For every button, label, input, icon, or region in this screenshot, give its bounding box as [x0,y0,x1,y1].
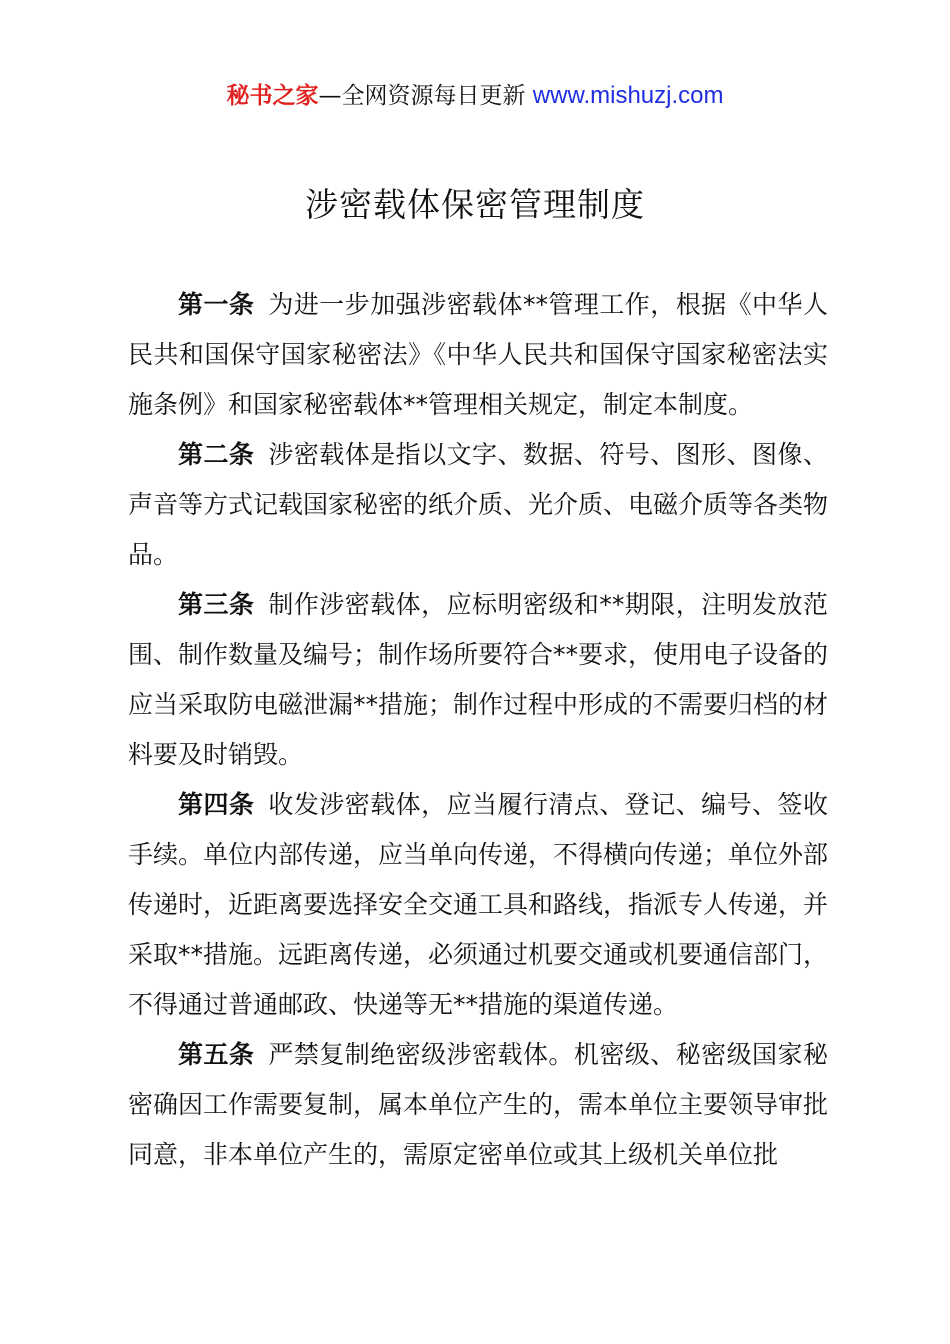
article-1 [128,280,828,430]
document-body [128,280,828,1180]
article-2 [128,430,828,580]
site-brand: 秘书之家 [226,83,319,109]
article-number: 第二条 [178,440,255,469]
article-number: 第五条 [178,1040,255,1069]
article-5 [128,1030,828,1180]
article-text: 收发涉密载体，应当履行清点、登记、编号、签收手续。单位内部传递，应当单向传递，不得横向传递；单位外部传递时，近距离要选择安全交通工具和路线，指派专人传递，并采取**措施。远距离传递，必须通过机要交通或机要通信部门，不得通过普通邮政、快递等无**措施的渠道传递。 [128,790,829,1019]
site-tagline: —全网资源每日更新 [318,83,526,109]
article-number: 第三条 [178,590,255,619]
document-title: 涉密载体保密管理制度 [305,185,645,224]
article-text: 为进一步加强涉密载体**管理工作，根据《中华人民共和国保守国家秘密法》《中华人民共和国保守国家秘密法实施条例》和国家秘密载体**管理相关规定，制定本制度。 [128,290,828,419]
article-text: 制作涉密载体，应标明密级和**期限，注明发放范围、制作数量及编号；制作场所要符合**要求，使用电子设备的应当采取防电磁泄漏**措施；制作过程中形成的不需要归档的材料要及时销毁。 [128,590,829,769]
article-3 [128,580,828,780]
article-text: 严禁复制绝密级涉密载体。机密级、秘密级国家秘密确因工作需要复制，属本单位产生的，需本单位主要领导审批同意，非本单位产生的，需原定密单位或其上级机关单位批 [128,1040,829,1169]
article-4 [128,780,828,1030]
article-number: 第一条 [178,290,255,319]
article-text: 涉密载体是指以文字、数据、符号、图形、图像、声音等方式记载国家秘密的纸介质、光介质、电磁介质等各类物品。 [128,440,829,569]
site-header [0,80,950,112]
site-url-link[interactable]: www.mishuzj.com [532,82,724,109]
article-number: 第四条 [178,790,255,819]
